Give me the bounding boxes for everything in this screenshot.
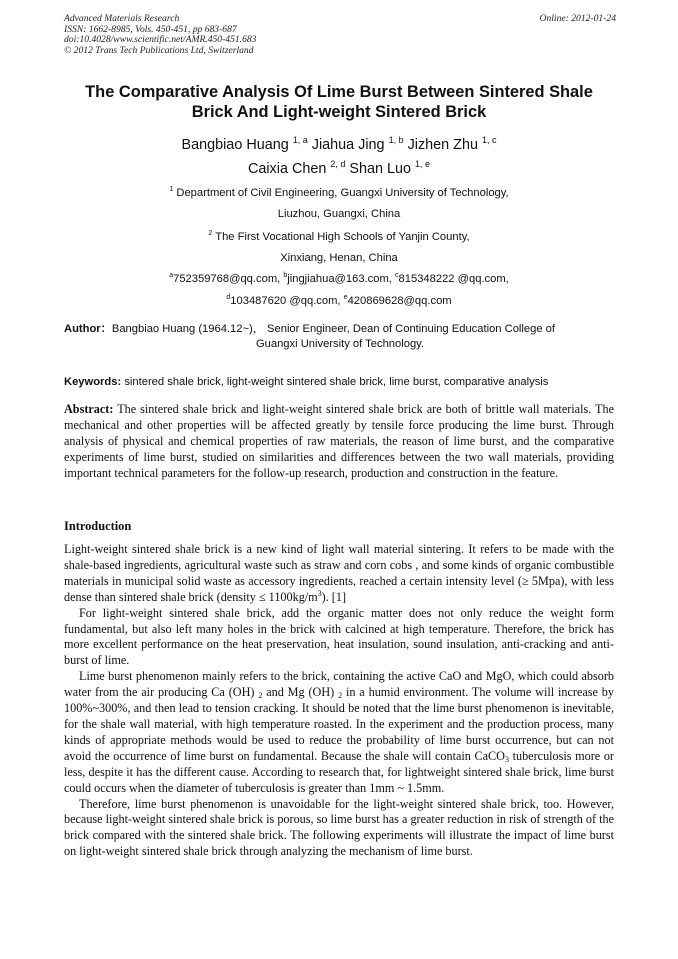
paragraph-text: and Mg (OH)	[262, 685, 339, 700]
author-note-text: Bangbiao Huang (1964.12~)， Senior Engineer, Dean of Continuing Education College of	[111, 323, 556, 335]
affiliation-2-line-2: Xinxiang, Henan, China	[280, 252, 398, 264]
author-affil-mark: 1, e	[415, 159, 431, 169]
keywords	[64, 375, 624, 390]
email-mark: c	[395, 272, 399, 279]
title-line-2: Brick And Light-weight Sintered Brick	[191, 103, 487, 121]
author-name: Jizhen Zhu	[407, 137, 478, 153]
affiliation-number: 2	[208, 230, 213, 237]
affiliation-1-line-1	[40, 186, 638, 200]
paragraph-text: tuberculosis more or less, despite it has the different cause. According to research that, for lightweight sintered shale brick, lime burst could occurs when the diameter of tuberculosis is greater than 1mm ~ 1.5mm.	[64, 748, 614, 795]
email-address[interactable]: 815348222 @qq.com,	[398, 273, 509, 285]
email-mark: d	[226, 294, 231, 301]
subscript: 2	[338, 691, 343, 701]
doi-line: doi:10.4028/www.scientific.net/AMR.450-451.683	[64, 34, 257, 46]
paragraph-text: Lime burst phenomenon mainly refers to the brick, containing the active CaO and MgO, which could absorb water from the air producing Ca (OH)	[64, 669, 614, 700]
author-affil-mark: 1, a	[292, 135, 308, 145]
email-line-2	[40, 294, 638, 308]
email-mark: a	[169, 272, 174, 279]
keywords-text: sintered shale brick, light-weight sintered shale brick, lime burst, comparative analysis	[124, 376, 549, 388]
author-line-1	[40, 133, 638, 157]
paragraph	[64, 542, 614, 606]
author-affil-mark: 2, d	[330, 159, 346, 169]
email-list	[40, 272, 638, 308]
paragraph	[64, 669, 614, 796]
journal-header	[64, 14, 616, 56]
abstract	[64, 402, 614, 482]
email-address[interactable]: 103487620 @qq.com,	[230, 295, 341, 307]
author-affil-mark: 1, b	[388, 135, 404, 145]
subscript: 2	[258, 691, 263, 701]
affiliation-1-line-2: Liuzhou, Guangxi, China	[277, 208, 401, 220]
paragraph: Therefore, lime burst phenomenon is unavoidable for the light-weight sintered shale brick, too. However, because light-weight sintered shale brick is porous, so lime burst has a greater reduction in risk of strength of the brick compared with the sintered shale brick. The following experiments will illustrate the impact of lime burst on light-weight sintered shale brick through analyzing the mechanism of lime burst.	[64, 796, 614, 859]
section-heading-introduction: Introduction	[64, 519, 132, 533]
author-note-line-2: Guangxi University of Technology.	[255, 338, 425, 350]
author-line-2	[40, 157, 638, 181]
abstract-text: The sintered shale brick and light-weight sintered shale brick are both of brittle wall materials. The mechanical and other properties will be affected greatly by tensile force producing the lime burst. Through analysis of physical and chemical properties of raw materials, the reason of lime burst, and the comparative experiments of lime burst, studied on similarities and differences between the two wall materials, providing important technical parameters for the follow-up research, production and construction in the feature.	[64, 402, 614, 480]
email-mark: e	[343, 294, 348, 301]
author-affil-mark: 1, c	[481, 135, 497, 145]
copyright-line: © 2012 Trans Tech Publications Ltd, Switzerland	[64, 44, 254, 56]
affiliation-text: The First Vocational High Schools of Yanjin County,	[215, 231, 470, 243]
superscript: 3	[317, 588, 322, 598]
author-list	[40, 133, 638, 181]
email-address[interactable]: 420869628@qq.com	[347, 295, 452, 307]
introduction-body	[64, 542, 614, 860]
affiliation-2-line-1	[40, 230, 638, 244]
online-date: Online: 2012-01-24	[539, 13, 616, 24]
author-note-line-1	[64, 323, 555, 335]
author-name: Bangbiao Huang	[181, 137, 289, 153]
paragraph-text: in a humid environment. The volume will increase by 100%~300%, and then lead to tension cracking. It should be noted that the lime burst phenomenon is inevitable, for the shale wall material, with high temperature roasted. In the experiment and the production process, many kinds of appropriate methods would be used to reduce the probability of lime burst occurrence, but can not avoid the occurrence of lime burst on fundamental. Because the shale will contain CaCO	[64, 685, 614, 763]
subscript: 3	[504, 754, 509, 764]
author-note	[64, 322, 616, 352]
email-line-1	[40, 272, 638, 286]
keywords-label: Keywords:	[64, 376, 122, 388]
affiliation-number: 1	[169, 186, 174, 193]
author-name: Shan Luo	[349, 161, 411, 177]
title-line-1: The Comparative Analysis Of Lime Burst Between Sintered Shale	[85, 83, 593, 101]
affiliation-2	[40, 230, 638, 265]
journal-name: Advanced Materials Research	[64, 13, 180, 24]
abstract-label: Abstract:	[64, 402, 114, 416]
author-note-label: Author：	[64, 323, 112, 335]
paragraph: For light-weight sintered shale brick, add the organic matter does not only reduce the weight form fundamental, but also left many holes in the brick with calcined at high temperature. Therefore, the brick has more excellent performance on the heat preservation, heat insulation, sound insulation, anti-cracking and anti-burst of lime.	[64, 605, 614, 668]
issn-line: ISSN: 1662-8985, Vols. 450-451, pp 683-687	[64, 23, 237, 35]
email-mark: b	[283, 272, 288, 279]
paragraph-text: Light-weight sintered shale brick is a new kind of light wall material sintering. It refers to be made with the shale-based ingredients, agricultural waste such as straw and corn cobs , and some kinds of organic combustible materials in municipal solid waste as accessory ingredients, reached a certain intensity level (≥ 5Mpa), with less dense than sintered shale brick (density ≤ 1100kg/m	[64, 542, 614, 604]
affiliation-1	[40, 186, 638, 221]
affiliation-text: Department of Civil Engineering, Guangxi University of Technology,	[176, 187, 509, 199]
author-name: Jiahua Jing	[311, 137, 385, 153]
email-address[interactable]: jingjiahua@163.com,	[287, 273, 392, 285]
paper-title	[40, 82, 638, 122]
email-address[interactable]: 752359768@qq.com,	[173, 273, 281, 285]
author-name: Caixia Chen	[247, 161, 327, 177]
paragraph-text: ). [1]	[321, 589, 347, 604]
